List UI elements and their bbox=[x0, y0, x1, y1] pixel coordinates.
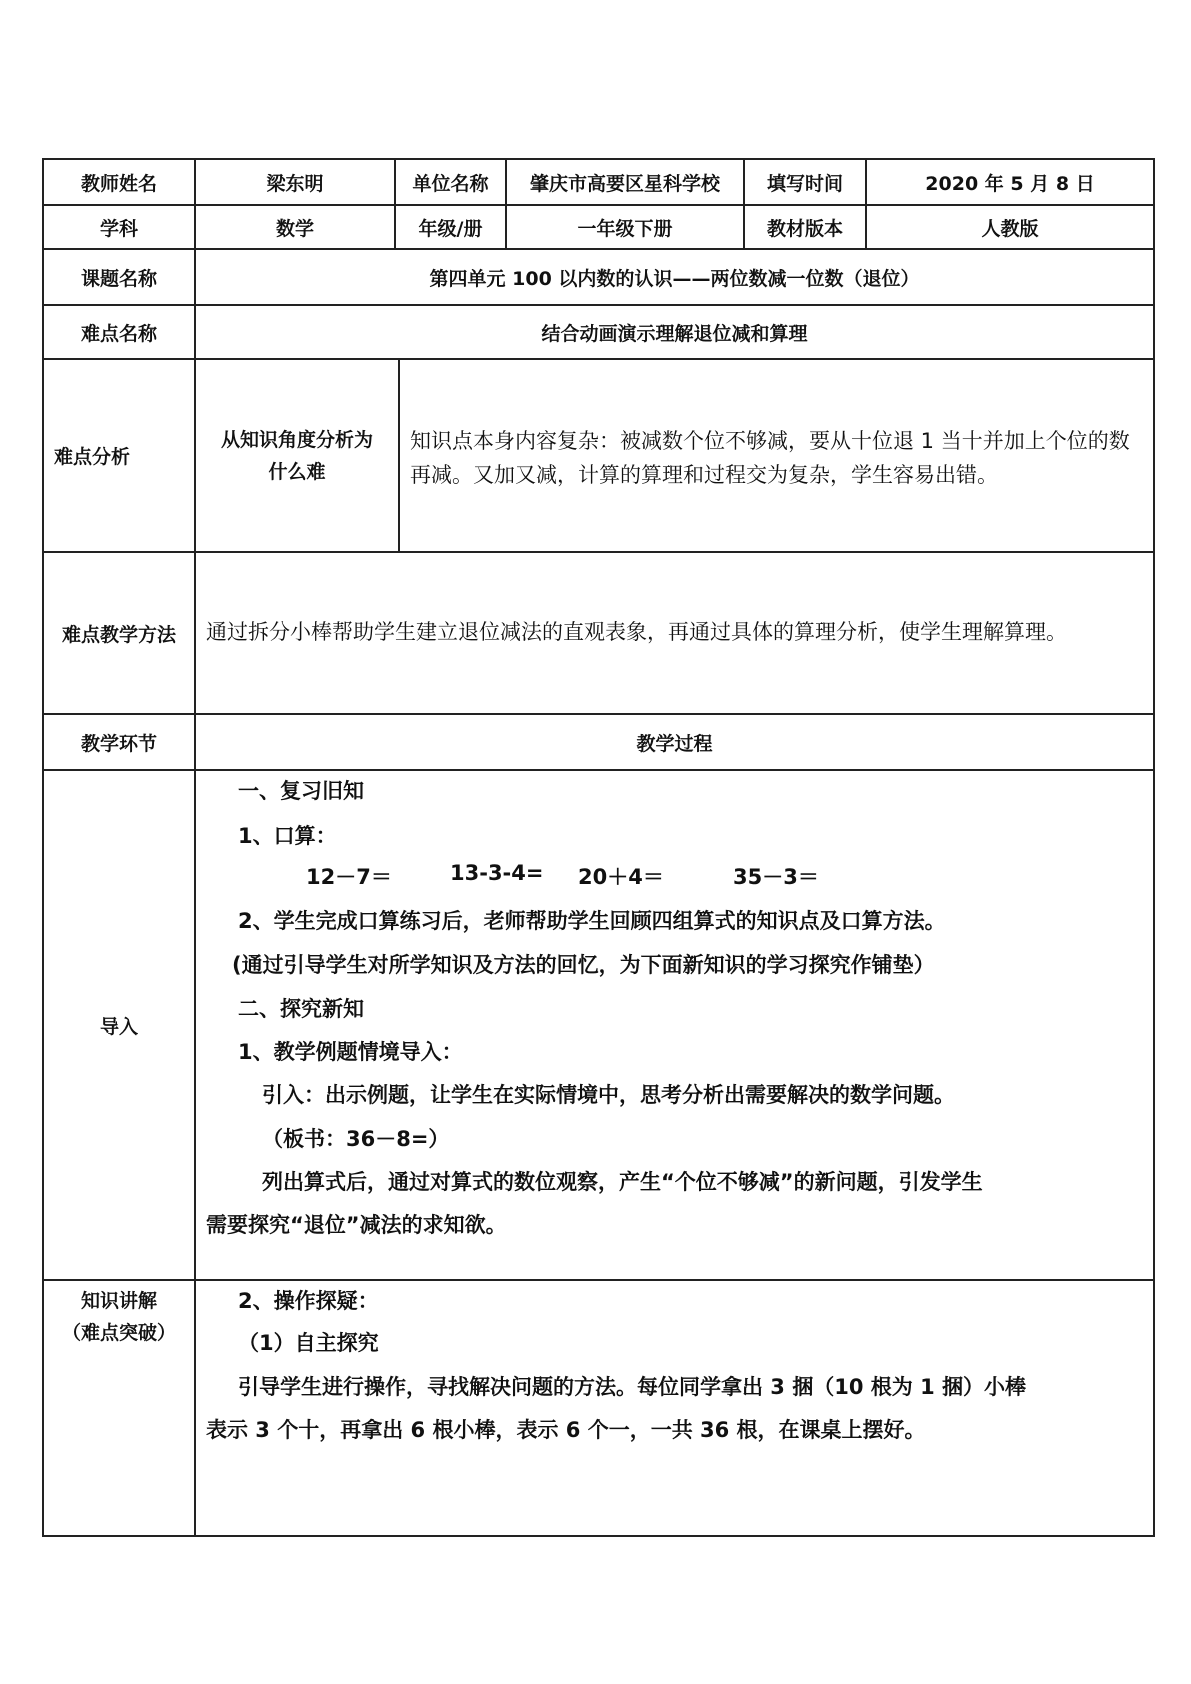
topic-label: 课题名称 bbox=[44, 250, 196, 306]
method-label: 难点教学方法 bbox=[44, 553, 196, 715]
edition-value: 人教版 bbox=[867, 206, 1153, 250]
equation-3: 20＋4＝ bbox=[578, 865, 664, 889]
intro-paragraph-2: (通过引导学生对所学知识及方法的回忆，为下面新知识的学习探究作铺垫） bbox=[232, 953, 935, 977]
equation-4: 35－3＝ bbox=[733, 865, 819, 889]
intro-paragraph-1: 2、学生完成口算练习后，老师帮助学生回顾四组算式的知识点及口算方法。 bbox=[238, 909, 946, 933]
knowledge-label-line-2: （难点突破） bbox=[61, 1322, 176, 1344]
intro-paragraph-6: 需要探究“退位”减法的求知欲。 bbox=[206, 1213, 507, 1237]
subject-label: 学科 bbox=[44, 206, 196, 250]
process-title: 教学过程 bbox=[196, 715, 1153, 771]
knowledge-label bbox=[44, 1281, 196, 1535]
difficulty-label: 难点名称 bbox=[44, 306, 196, 360]
intro-label: 导入 bbox=[44, 771, 196, 1281]
process-stage-label: 教学环节 bbox=[44, 715, 196, 771]
knowledge-paragraph-1: 2、操作探疑： bbox=[238, 1289, 379, 1313]
difficulty-value: 结合动画演示理解退位减和算理 bbox=[196, 306, 1153, 360]
review-heading: 一、复习旧知 bbox=[238, 779, 364, 803]
analysis-label: 难点分析 bbox=[44, 360, 196, 553]
edition-label: 教材版本 bbox=[745, 206, 867, 250]
grade-label: 年级/册 bbox=[396, 206, 507, 250]
fill-date-value: 2020 年 5 月 8 日 bbox=[867, 160, 1153, 206]
knowledge-paragraph-2: （1）自主探究 bbox=[238, 1331, 379, 1355]
knowledge-content bbox=[196, 1281, 1153, 1535]
subject-value: 数学 bbox=[196, 206, 396, 250]
knowledge-paragraph-3: 引导学生进行操作，寻找解决问题的方法。每位同学拿出 3 捆（10 根为 1 捆）小棒 bbox=[238, 1375, 1026, 1399]
lesson-plan-table bbox=[42, 158, 1155, 1537]
unit-name-label: 单位名称 bbox=[396, 160, 507, 206]
intro-paragraph-5: 列出算式后，通过对算式的数位观察，产生“个位不够减”的新问题，引发学生 bbox=[262, 1170, 983, 1194]
mental-math-label: 1、口算： bbox=[238, 824, 337, 848]
intro-paragraph-4: 引入：出示例题，让学生在实际情境中，思考分析出需要解决的数学问题。 bbox=[262, 1083, 955, 1107]
intro-paragraph-3: 1、教学例题情境导入： bbox=[238, 1040, 463, 1064]
teacher-name-label: 教师姓名 bbox=[44, 160, 196, 206]
teacher-name-value: 梁东明 bbox=[196, 160, 396, 206]
explore-heading: 二、探究新知 bbox=[238, 997, 364, 1021]
equation-1: 12－7＝ bbox=[306, 865, 392, 889]
analysis-sub-label: 从知识角度分析为什么难 bbox=[196, 360, 400, 553]
board-equation: （板书：36－8=） bbox=[262, 1127, 450, 1151]
grade-value: 一年级下册 bbox=[507, 206, 745, 250]
intro-content bbox=[196, 771, 1153, 1281]
knowledge-paragraph-4: 表示 3 个十，再拿出 6 根小棒，表示 6 个一，一共 36 根，在课桌上摆好。 bbox=[206, 1418, 926, 1442]
topic-value: 第四单元 100 以内数的认识——两位数减一位数（退位） bbox=[196, 250, 1153, 306]
fill-date-label: 填写时间 bbox=[745, 160, 867, 206]
unit-name-value: 肇庆市高要区星科学校 bbox=[507, 160, 745, 206]
analysis-text: 知识点本身内容复杂：被减数个位不够减，要从十位退 1 当十并加上个位的数再减。又加又减，计算的算理和过程交为复杂，学生容易出错。 bbox=[400, 360, 1153, 553]
equation-2: 13-3-4= bbox=[450, 861, 544, 885]
knowledge-label-line-1: 知识讲解 bbox=[80, 1290, 157, 1312]
method-text: 通过拆分小棒帮助学生建立退位减法的直观表象，再通过具体的算理分析，使学生理解算理。 bbox=[196, 553, 1153, 715]
